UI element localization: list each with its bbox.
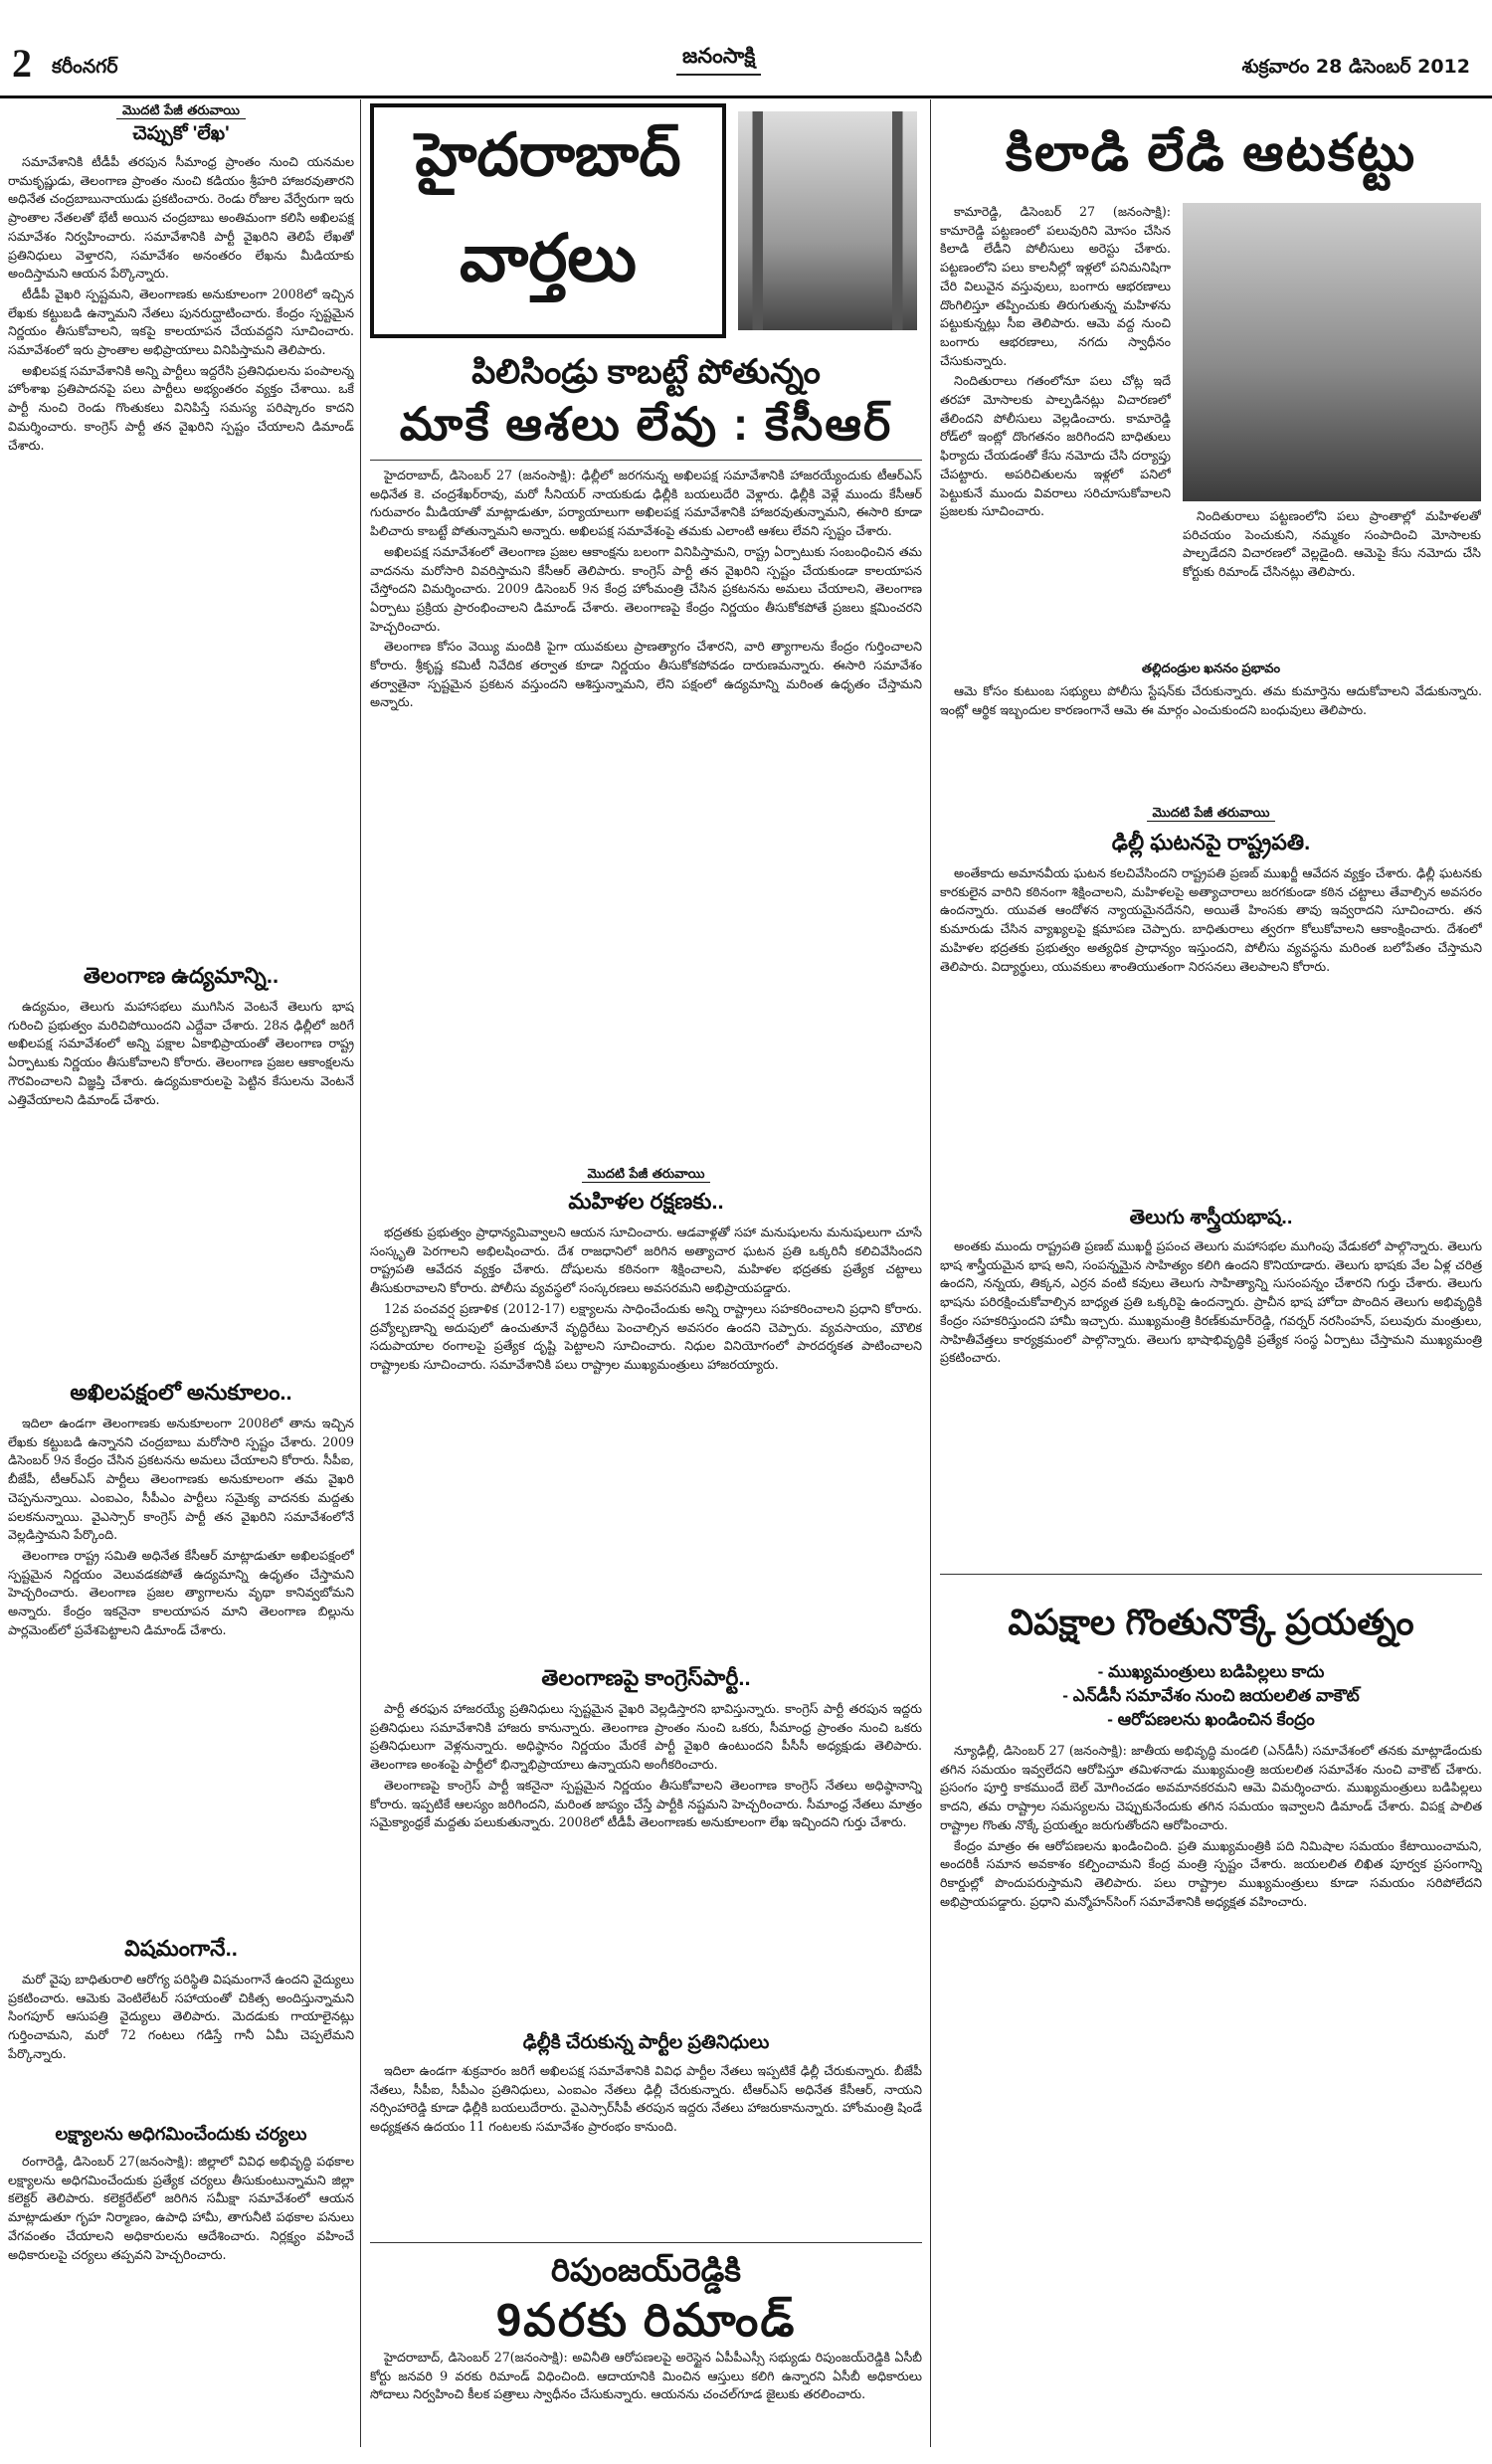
woman-photo <box>1183 203 1481 501</box>
jump-kicker: మొదటి పేజీ తరువాయి <box>8 103 354 121</box>
masthead <box>0 0 1492 95</box>
article-body: భద్రతకు ప్రభుత్వం ప్రాధాన్యమివ్వాలని ఆయన సూచించారు. ఆడవాళ్లతో సహా మనుషులను మనుషులుగా చూసే సంస్కృతి పెరగాలని అభిలషించారు. దేశ రాజధానిలో జరిగిన అత్యాచార ఘటన ప్రతి ఒక్కరినీ కలిచివేసిందని రాష్ట్రపతి ఆవేదన వ్యక్తం చేశారు. దోషులను కఠినంగా శిక్షించాలని, మహిళల భద్రతకు ప్రత్యేక చట్టాలు తీసుకురావాలని కోరారు. పోలీసు వ్యవస్థలో సంస్కరణలు అవసరమని అభిప్రాయపడ్డారు. 12వ పంచవర్ష ప్రణాళిక (2012-17) లక్ష్యాలను సాధించేందుకు అన్ని రాష్ట్రాలు సహకరించాలని ప్రధాని కోరారు. ద్రవ్యోల్బణాన్ని అదుపులో ఉంచుతూనే వృద్ధిరేటు పెంచాల్సిన అవసరం ఉందని చెప్పారు. వ్యవసాయం, మౌలిక సదుపాయాల రంగాలపై ప్రత్యేక దృష్టి పెట్టాలని సూచించారు. నిధుల వినియోగంలో పారదర్శకత పాటించాలని రాష్ట్రాలకు సూచించారు. సమావేశానికి పలు రాష్ట్రాల ముఖ్యమంత్రులు హాజరయ్యారు. <box>370 1225 922 1372</box>
article-body: పార్టీ తరఫున హాజరయ్యే ప్రతినిధులు స్పష్టమైన వైఖరి వెల్లడిస్తారని భావిస్తున్నారు. కాంగ్రెస్ పార్టీ తరపున ఇద్దరు ప్రతినిధులు సమావేశానికి హాజరు కానున్నారు. తెలంగాణ ప్రాంతం నుంచి ఒకరు, సీమాంధ్ర ప్రాంతం నుంచి ఒకరు ప్రతినిధులుగా వెళ్లనున్నారు. అధిష్ఠానం నిర్ణయం మేరకే పార్టీ వైఖరి ఉంటుందని పీసీసీ అధ్యక్షుడు తెలిపారు. తెలంగాణ అంశంపై పార్టీలో భిన్నాభిప్రాయాలు ఉన్నాయని అంగీకరించారు. తెలంగాణపై కాంగ్రెస్ పార్టీ ఇకనైనా స్పష్టమైన నిర్ణయం తీసుకోవాలని తెలంగాణ కాంగ్రెస్ నేతలు అధిష్ఠానాన్ని కోరారు. ఇప్పటికే ఆలస్యం జరిగిందని, మరింత జాప్యం చేస్తే పార్టీకి నష్టమని హెచ్చరించారు. సీమాంధ్ర నేతలు మాత్రం సమైక్యాంధ్రకే మద్దతు పలుకుతున్నారు. 2008లో టీడీపీ తెలంగాణకు అనుకూలంగా లేఖ ఇచ్చిందని గుర్తు చేశారు. <box>370 1701 922 1830</box>
deck-point: - ఎన్‌డీసీ సమావేశం నుంచి జయలలిత వాకౌట్ <box>1062 1686 1360 1705</box>
section-title-line1: హైదరాబాద్ <box>415 121 681 188</box>
deck-point: - ముఖ్యమంత్రులు బడిపిల్లలు కాదు <box>1097 1662 1325 1681</box>
jump-kicker: మొదటి పేజీ తరువాయి <box>940 806 1482 824</box>
section-heading: లక్ష్యాలను అధిగమించేందుకు చర్యలు <box>55 2124 307 2144</box>
article-headline: విపక్షాల గొంతునొక్కే ప్రయత్నం <box>1008 1602 1414 1642</box>
article-kicker: పిలిసిండ్రు కాబట్టే పోతున్నం <box>471 353 821 391</box>
article-body: హైదరాబాద్, డిసెంబర్ 27(జనంసాక్షి): అవినీతి ఆరోపణలపై అరెస్టైన ఏపీపీఎస్సీ సభ్యుడు రిపుంజయ్‌రెడ్డికి ఏసీబీ కోర్టు జనవరి 9 వరకు రిమాండ్ విధించింది. ఆదాయానికి మించిన ఆస్తులు కలిగి ఉన్నారని ఏసీబీ అధికారులు సోదాలు నిర్వహించి కీలక పత్రాలు స్వాధీనం చేసుకున్నారు. ఆయనను చంచల్‌గూడ జైలుకు తరలించారు. <box>370 2350 922 2402</box>
section-heading: తెలంగాణపై కాంగ్రెస్‌పార్టీ.. <box>541 1665 751 1690</box>
article-body: సమావేశానికి టీడీపీ తరపున సీమాంధ్ర ప్రాంతం నుంచి యనమల రామకృష్ణుడు, తెలంగాణ ప్రాంతం నుంచి కడియం శ్రీహరి హాజరవుతారని అధినేత చంద్రబాబునాయుడు ప్రకటించారు. రెండు రోజుల వేర్వేరుగా ఇరు ప్రాంతాల నేతలతో భేటీ అయిన చంద్రబాబు అంతిమంగా కలిసి అఖిలపక్ష సమావేశం నిర్వహించారు. సమావేశానికి పార్టీ వైఖరిని తెలిపే లేఖతో ప్రతినిధులు వెళ్తారని, సమావేశం అనంతరం లేఖను మీడియాకు అందిస్తామని ఆయన పేర్కొన్నారు. టీడీపీ వైఖరి స్పష్టమని, తెలంగాణకు అనుకూలంగా 2008లో ఇచ్చిన లేఖకు కట్టుబడి ఉన్నామని నేతలు పునరుద్ఘాటించారు. కేంద్రం స్పష్టమైన నిర్ణయం తీసుకోవాలని, ఇకపై కాలయాపన చేయవద్దని సూచించారు. సమావేశంలో ఇరు ప్రాంతాల అభిప్రాయాలు వినిపిస్తామని తెలిపారు. అఖిలపక్ష సమావేశానికి అన్ని పార్టీలు ఇద్దరేసి ప్రతినిధులను పంపాలన్న హోంశాఖ ప్రతిపాదనపై పలు పార్టీలు అభ్యంతరం వ్యక్తం చేశాయి. ఒకే పార్టీ నుంచి రెండు గొంతుకలు వినిపిస్తే సమస్య పరిష్కారం కాదని విమర్శించారు. కాంగ్రెస్ పార్టీ తన వైఖరిని స్పష్టం చేయాలని డిమాండ్ చేశారు. <box>8 154 354 453</box>
column-divider <box>930 99 931 2447</box>
article-headline: కిలాడి లేడి ఆటకట్టు <box>1005 124 1417 182</box>
section-heading: అఖిలపక్షంలో అనుకూలం.. <box>70 1380 292 1405</box>
article-title: చెప్పుకో 'లేఖ' <box>132 123 230 144</box>
section-heading: తెలుగు శాస్త్రీయభాష.. <box>1129 1207 1293 1229</box>
article-headline: మాకే ఆశలు లేవు : కేసీఆర్ <box>399 398 893 450</box>
article-body: నిందితురాలు పట్టణంలోని పలు ప్రాంతాల్లో మహిళలతో పరిచయం పెంచుకుని, నమ్మకం సంపాదించి మోసాలకు పాల్పడేదని విచారణలో వెల్లడైంది. ఆమెపై కేసు నమోదు చేసి కోర్టుకు రిమాండ్ చేసినట్లు తెలిపారు. <box>1183 508 1481 580</box>
article-body: ఇదిలా ఉండగా శుక్రవారం జరిగే అఖిలపక్ష సమావేశానికి వివిధ పార్టీల నేతలు ఇప్పటికే ఢిల్లీ చేరుకున్నారు. బీజేపీ నేతలు, సీపీఐ, సీపీఎం ప్రతినిధులు, ఎంఐఎం నేతలు ఢిల్లీ చేరుకున్నారు. టీఆర్ఎస్ అధినేత కేసీఆర్, నాయని నర్సింహారెడ్డి కూడా ఢిల్లీకి బయలుదేరారు. వైఎస్సార్‌సీపీ తరపున ఇద్దరు నేతలు హాజరుకానున్నారు. హోంమంత్రి షిండే అధ్యక్షతన ఉదయం 11 గంటలకు సమావేశం ప్రారంభం కానుంది. <box>370 2063 922 2135</box>
kcr-article <box>370 350 922 2458</box>
column-divider <box>360 99 361 2447</box>
article-body: ఆమె కోసం కుటుంబ సభ్యులు పోలీసు స్టేషన్‌కు చేరుకున్నారు. తమ కుమార్తెను ఆదుకోవాలని వేడుకున్నారు. ఇంట్లో ఆర్థిక ఇబ్బందుల కారణంగానే ఆమె ఈ మార్గం ఎంచుకుందని బంధువులు తెలిపారు. <box>940 683 1482 717</box>
section-heading: ఢిల్లీ ఘటనపై రాష్ట్రపతి. <box>1111 830 1311 854</box>
article-body: హైదరాబాద్, డిసెంబర్ 27 (జనంసాక్షి): ఢిల్లీలో జరగనున్న అఖిలపక్ష సమావేశానికి హాజరయ్యేందుకు టీఆర్ఎస్ అధినేత కె. చంద్రశేఖర్‌రావు, మరో సీనియర్ నాయకుడు ఢిల్లీకి బయలుదేరి వెళ్లారు. ఢిల్లీకి వెళ్లే ముందు కేసీఆర్ గురువారం మీడియాతో మాట్లాడుతూ, పర్యాయాలుగా అఖిలపక్ష సమావేశానికి హాజరవుతున్నామని, ఈసారి కూడా పిలిచారు కాబట్టే పోతున్నామని అన్నారు. అఖిలపక్ష సమావేశంపై తమకు ఎలాంటి ఆశలు లేవని స్పష్టం చేశారు. అఖిలపక్ష సమావేశంలో తెలంగాణ ప్రజల ఆకాంక్షను బలంగా వినిపిస్తామని, రాష్ట్ర ఏర్పాటుకు సంబంధించిన తమ వాదనను మరోసారి వివరిస్తామని కేసీఆర్ తెలిపారు. కాంగ్రెస్ పార్టీ తన వైఖరిని స్పష్టం చేయకుండా కాలయాపన చేస్తోందని విమర్శించారు. 2009 డిసెంబర్ 9న కేంద్ర హోంమంత్రి చేసిన ప్రకటనను అమలు చేయాలని, తెలంగాణ ఏర్పాటు ప్రక్రియ ప్రారంభించాలని డిమాండ్ చేశారు. తెలంగాణపై కేంద్రం నిర్ణయం తీసుకోకపోతే ప్రజలు క్షమించరని హెచ్చరించారు. తెలంగాణ కోసం వెయ్యి మందికి పైగా యువకులు ప్రాణత్యాగం చేశారని, వారి త్యాగాలను కేంద్రం గుర్తించాలని కోరారు. శ్రీకృష్ణ కమిటీ నివేదిక తర్వాత కూడా నిర్ణయం తీసుకోకపోవడం దారుణమన్నారు. ఈసారి సమావేశం తర్వాతైనా స్పష్టమైన ప్రకటన వస్తుందని ఆశిస్తున్నామని, లేని పక్షంలో ఉద్యమాన్ని మరింత ఉధృతం చేస్తామని అన్నారు. <box>370 468 922 710</box>
section-box <box>370 103 726 338</box>
district-name: కరీంనగర్ <box>52 56 118 78</box>
article-body: న్యూఢిల్లీ, డిసెంబర్ 27 (జనంసాక్షి): జాతీయ అభివృద్ధి మండలి (ఎన్‌డీసీ) సమావేశంలో తనకు మాట్లాడేందుకు తగిన సమయం ఇవ్వలేదని ఆరోపిస్తూ తమిళనాడు ముఖ్యమంత్రి జయలలిత సమావేశం నుంచి వాకౌట్ చేశారు. ప్రసంగం పూర్తి కాకముందే బెల్ మోగించడం అవమానకరమని ఆమె విమర్శించారు. ముఖ్యమంత్రులు బడిపిల్లలు కాదని, తమ రాష్ట్రాల సమస్యలను చెప్పుకునేందుకు తగిన సమయం ఇవ్వాలని డిమాండ్ చేశారు. విపక్ష పాలిత రాష్ట్రాల గొంతు నొక్కే ప్రయత్నం జరుగుతోందని ఆరోపించారు. కేంద్రం మాత్రం ఈ ఆరోపణలను ఖండించింది. ప్రతి ముఖ్యమంత్రికి పది నిమిషాల సమయం కేటాయించామని, అందరికీ సమాన అవకాశం కల్పించామని కేంద్ర మంత్రి స్పష్టం చేశారు. జయలలిత లిఖిత పూర్వక ప్రసంగాన్ని రికార్డుల్లో పొందుపరుస్తామని తెలిపారు. పలు రాష్ట్రాల ముఖ్యమంత్రులు కూడా సమయం సరిపోలేదని అభిప్రాయపడ్డారు. ప్రధాని మన్మోహన్‌సింగ్ సమావేశానికి అధ్యక్షత వహించారు. <box>940 1743 1482 1909</box>
hyderabad-news-banner <box>370 103 922 342</box>
article-body: రంగారెడ్డి, డిసెంబర్ 27(జనంసాక్షి): జిల్లాలో వివిధ అభివృద్ధి పథకాల లక్ష్యాలను అధిగమించేందుకు ప్రత్యేక చర్యలు తీసుకుంటున్నామని జిల్లా కలెక్టర్ తెలిపారు. కలెక్టరేట్‌లో జరిగిన సమీక్షా సమావేశంలో ఆయన మాట్లాడుతూ గృహ నిర్మాణం, ఉపాధి హామీ, తాగునీటి పథకాల పనులు వేగవంతం చేయాలని అధికారులను ఆదేశించారు. నిర్లక్ష్యం వహించే అధికారులపై చర్యలు తప్పవని హెచ్చరించారు. <box>8 2154 354 2262</box>
deck-point: - ఆరోపణలను ఖండించిన కేంద్రం <box>1107 1710 1315 1729</box>
sub-caption: తల్లిదండ్రుల ఖననం ప్రభావం <box>1141 661 1281 675</box>
section-heading: తెలంగాణ ఉద్యమాన్ని.. <box>83 963 280 988</box>
section-heading: మహిళల రక్షణకు.. <box>568 1189 724 1214</box>
article-body: ఉద్యమం, తెలుగు మహాసభలు ముగిసిన వెంటనే తెలుగు భాష గురించి ప్రభుత్వం మరిచిపోయిందని ఎద్దేవా చేశారు. 28న ఢిల్లీలో జరిగే అఖిలపక్ష సమావేశంలో అన్ని పక్షాల ఏకాభిప్రాయంతో తెలంగాణ రాష్ట్ర ఏర్పాటుకు నిర్ణయం తీసుకోవాలని కోరారు. తెలంగాణ ప్రజల ఆకాంక్షలను గౌరవించాలని విజ్ఞప్తి చేశారు. ఉద్యమకారులపై పెట్టిన కేసులను వెంటనే ఎత్తివేయాలని డిమాండ్ చేశారు. <box>8 999 354 1107</box>
page-number: 2 <box>12 41 32 86</box>
article-kicker: రిపుంజయ్‌రెడ్డికి <box>550 2252 742 2288</box>
paper-logo: జనంసాక్షి <box>676 44 761 76</box>
section-heading: విషమంగానే.. <box>124 1936 238 1961</box>
article-body: అంతకు ముందు రాష్ట్రపతి ప్రణబ్ ముఖర్జీ ప్రపంచ తెలుగు మహాసభల ముగింపు వేడుకలో పాల్గొన్నారు. తెలుగు భాష శాస్త్రీయమైన భాష అని, సంపన్నమైన సాహిత్యం కలిగి ఉందని కొనియాడారు. తెలుగు భాషకు వేల ఏళ్ల చరిత్ర ఉందని, నన్నయ, తిక్కన, ఎర్రన వంటి కవులు తెలుగు సాహిత్యాన్ని సుసంపన్నం చేశారని గుర్తు చేశారు. తెలుగు భాషను పరిరక్షించుకోవాల్సిన బాధ్యత ప్రతి ఒక్కరిపై ఉందన్నారు. ప్రాచీన భాష హోదా పొందిన తెలుగు అభివృద్ధికి కేంద్రం సహకరిస్తుందని హామీ ఇచ్చారు. ముఖ్యమంత్రి కిరణ్‌కుమార్‌రెడ్డి, గవర్నర్ నరసింహన్, పలువురు మంత్రులు, సాహితీవేత్తలు కార్యక్రమంలో పాల్గొన్నారు. తెలుగు భాషాభివృద్ధికి ప్రత్యేక సంస్థ ఏర్పాటు చేస్తామని ముఖ్యమంత్రి ప్రకటించారు. <box>940 1238 1482 1366</box>
jump-kicker: మొదటి పేజీ తరువాయి <box>370 1167 922 1185</box>
kilady-article <box>940 103 1482 2020</box>
article-headline: 9వరకు రిమాండ్ <box>495 2294 797 2346</box>
article-body: కామారెడ్డి, డిసెంబర్ 27 (జనంసాక్షి): కామారెడ్డి పట్టణంలో పలువురిని మోసం చేసిన కిలాడి లేడీని పోలీసులు అరెస్టు చేశారు. పట్టణంలోని పలు కాలనీల్లో ఇళ్లలో పనిమనిషిగా చేరి విలువైన వస్తువులు, బంగారు ఆభరణాలు దొంగిలిస్తూ తప్పించుకు తిరుగుతున్న మహిళను పట్టుకున్నట్లు సీఐ తెలిపారు. ఆమె వద్ద నుంచి బంగారు ఆభరణాలు, నగదు స్వాధీనం చేసుకున్నారు. నిందితురాలు గతంలోనూ పలు చోట్ల ఇదే తరహా మోసాలకు పాల్పడినట్లు విచారణలో తేలిందని పోలీసులు వెల్లడించారు. కామారెడ్డి రోడ్‌లో ఇంట్లో దొంగతనం జరిగిందని బాధితులు ఫిర్యాదు చేయడంతో కేసు నమోదు చేసి దర్యాప్తు చేపట్టారు. అపరిచితులను ఇళ్లలో పనిలో పెట్టుకునే ముందు వివరాలు సరిచూసుకోవాలని ప్రజలకు సూచించారు. <box>940 204 1171 519</box>
article-body: మరో వైపు బాధితురాలి ఆరోగ్య పరిస్థితి విషమంగానే ఉందని వైద్యులు ప్రకటించారు. ఆమెకు వెంటిలేటర్ సహాయంతో చికిత్స అందిస్తున్నామని సింగపూర్ ఆసుపత్రి వైద్యులు తెలిపారు. మెదడుకు గాయాలైనట్లు గుర్తించామని, మరో 72 గంటలు గడిస్తే గానీ ఏమీ చెప్పలేమని పేర్కొన్నారు. <box>8 1972 354 2061</box>
section-title-line2: వార్తలు <box>460 221 637 294</box>
article-body: ఇదిలా ఉండగా తెలంగాణకు అనుకూలంగా 2008లో తాను ఇచ్చిన లేఖకు కట్టుబడి ఉన్నానని చంద్రబాబు మరోసారి స్పష్టం చేశారు. 2009 డిసెంబర్ 9న కేంద్రం చేసిన ప్రకటనను అమలు చేయాలని కోరారు. సీపీఐ, బీజేపీ, టీఆర్ఎస్ పార్టీలు తెలంగాణకు అనుకూలంగా తమ వైఖరి చెప్పనున్నాయి. ఎంఐఎం, సీపీఎం పార్టీలు సమైక్య వాదనకు మద్దతు పలకనున్నాయి. వైఎస్సార్ కాంగ్రెస్ పార్టీ తన వైఖరిని సమావేశంలోనే వెల్లడిస్తామని పేర్కొంది. తెలంగాణ రాష్ట్ర సమితి అధినేత కేసీఆర్ మాట్లాడుతూ అఖిలపక్షంలో స్పష్టమైన నిర్ణయం వెలువడకపోతే ఉద్యమాన్ని ఉధృతం చేస్తామని హెచ్చరించారు. తెలంగాణ ప్రజల త్యాగాలను వృథా కానివ్వబోమని అన్నారు. కేంద్రం ఇకనైనా కాలయాపన మాని తెలంగాణ బిల్లును పార్లమెంట్‌లో ప్రవేశపెట్టాలని డిమాండ్ చేశారు. <box>8 1416 354 1637</box>
masthead-rule <box>0 95 1492 98</box>
col1-article <box>8 103 354 2352</box>
charminar-image <box>738 111 917 330</box>
article-body: అంతేకాదు అమానవీయ ఘటన కలచివేసిందని రాష్ట్రపతి ప్రణబ్ ముఖర్జీ ఆవేదన వ్యక్తం చేశారు. ఢిల్లీ ఘటనకు కారకులైన వారిని కఠినంగా శిక్షించాలని, మహిళలపై అత్యాచారాలు జరగకుండా కఠిన చట్టాలు తేవాల్సిన అవసరం ఉందన్నారు. యువత ఆందోళన న్యాయమైనదేనని, అయితే హింసకు తావు ఇవ్వరాదని సూచించారు. తన కుమారుడు చేసిన వ్యాఖ్యలపై క్షమాపణ చెప్పారు. బాధితురాలు త్వరగా కోలుకోవాలని ఆకాంక్షించారు. దేశంలో మహిళల భద్రతకు ప్రభుత్వం అత్యధిక ప్రాధాన్యం ఇస్తుందని, పోలీసు వ్యవస్థను మరింత బలోపేతం చేస్తామని తెలిపారు. విద్యార్థులు, యువకులు శాంతియుతంగా నిరసనలు తెలపాలని కోరారు. <box>940 865 1482 974</box>
dateline: శుక్రవారం 28 డిసెంబర్ 2012 <box>1241 56 1470 78</box>
section-heading: ఢిల్లీకి చేరుకున్న పార్టీల ప్రతినిధులు <box>522 2032 770 2053</box>
